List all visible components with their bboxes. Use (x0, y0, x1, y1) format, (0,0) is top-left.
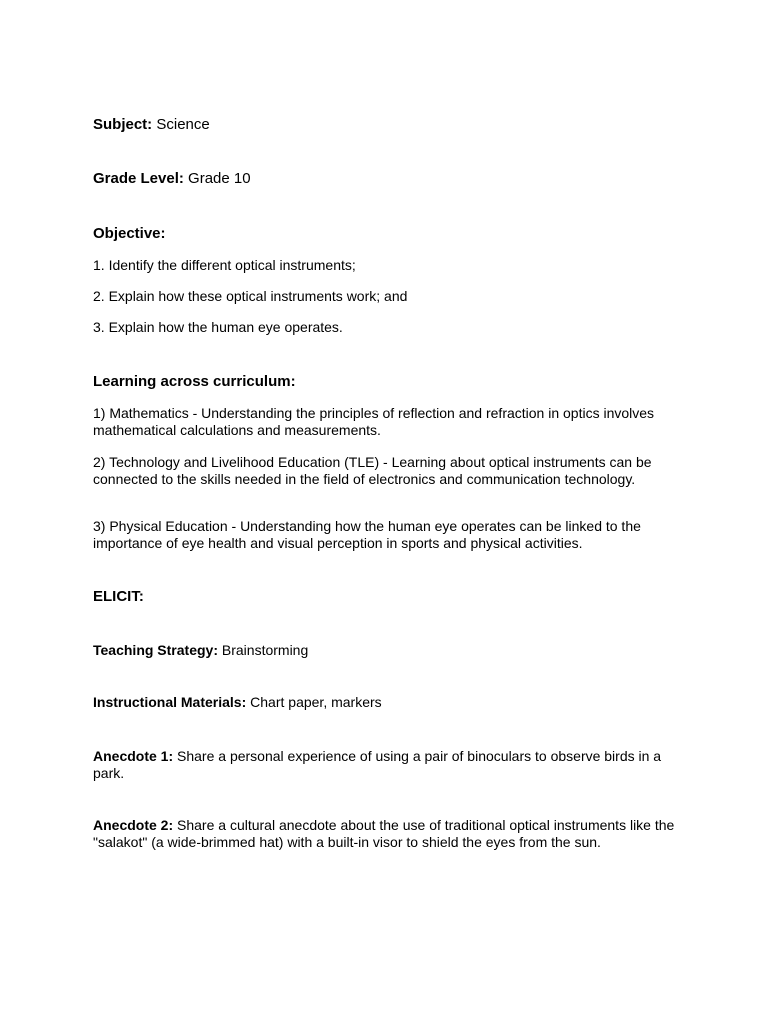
anecdote-1 (93, 748, 683, 781)
teaching-strategy-label: Teaching Strategy: (93, 642, 218, 658)
anecdote-2 (93, 817, 683, 850)
learning-across-curriculum-heading: Learning across curriculum: (93, 373, 296, 390)
objective-heading: Objective: (93, 225, 166, 242)
curriculum-item-3: 3) Physical Education - Understanding how the human eye operates can be linked to the importance of eye health and visual perception in sports and physical activities. (93, 518, 641, 551)
objective-item-3: 3. Explain how the human eye operates. (93, 319, 343, 335)
anecdote-1-text: Share a personal experience of using a pair of binoculars to observe birds in a park. (93, 748, 662, 781)
anecdote-2-text: Share a cultural anecdote about the use of traditional optical instruments like the "salakot" (a wide-brimmed hat) with a built-in visor to shield the eyes from the sun. (93, 817, 675, 850)
objective-item-2: 2. Explain how these optical instruments work; and (93, 288, 408, 304)
subject-value: Science (156, 116, 210, 133)
grade-level-label: Grade Level: (93, 170, 184, 187)
teaching-strategy-line (93, 642, 683, 659)
objective-item-1: 1. Identify the different optical instruments; (93, 257, 356, 273)
anecdote-1-label: Anecdote 1: (93, 748, 174, 764)
curriculum-item-1: 1) Mathematics - Understanding the principles of reflection and refraction in optics involves mathematical calculations and measurements. (93, 405, 655, 438)
teaching-strategy-value: Brainstorming (221, 642, 309, 658)
anecdote-2-label: Anecdote 2: (93, 817, 174, 833)
instructional-materials-line (93, 694, 683, 711)
subject-label: Subject: (93, 116, 153, 133)
elicit-heading: ELICIT: (93, 588, 144, 605)
subject-line (93, 116, 683, 133)
instructional-materials-label: Instructional Materials: (93, 694, 247, 710)
curriculum-item-2: 2) Technology and Livelihood Education (TLE) - Learning about optical instruments can be connected to the skills needed in the field of electronics and communication technology. (93, 454, 652, 487)
instructional-materials-value: Chart paper, markers (250, 694, 382, 710)
grade-level-value: Grade 10 (188, 170, 251, 187)
grade-level-line (93, 170, 683, 187)
